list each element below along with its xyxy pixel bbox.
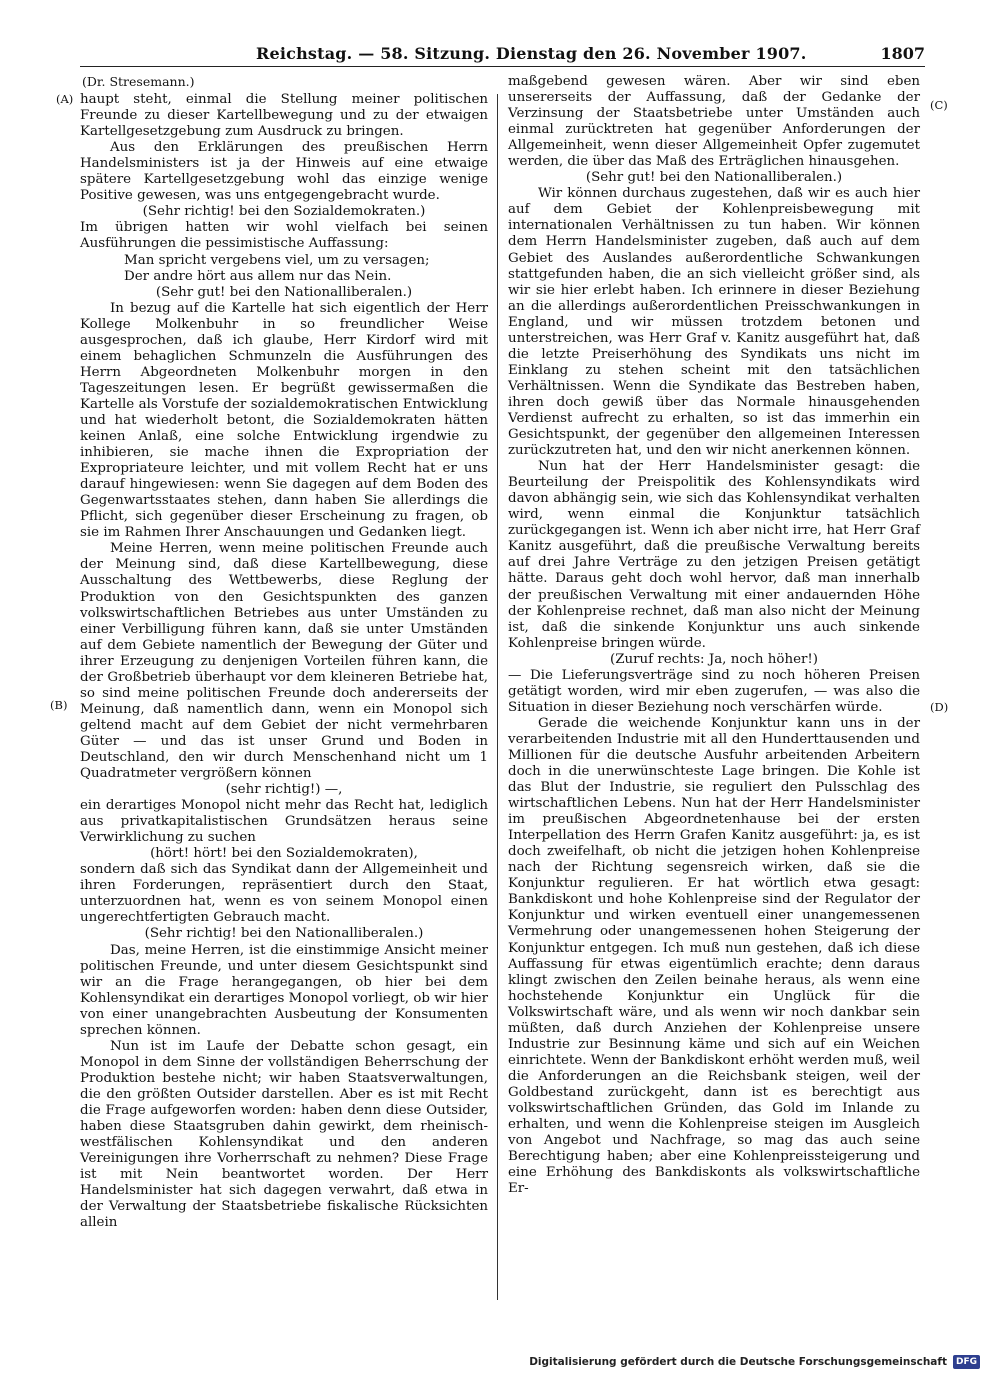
paragraph: In bezug auf die Kartelle hat sich eigentlich der Herr Kollege Molkenbuhr in so freundlicher Weise ausgesprochen, daß ich glaube, Herr Kirdorf wird mit einem behaglichen Schmunzeln die Ausführungen des Herrn Abgeordneten Molkenbuhr morgen in den Tageszeitungen lesen. Er begrüßt gewissermaßen die Kartelle als Vorstufe der sozialdemokratischen Entwicklung und hat wiederholt betont, die Sozialdemokraten hätten keinen Anlaß, eine solche Entwicklung irgendwie zu inhibieren, sie mache ihnen die Expropriation der Expropriateure leichter, und mit vollem Recht hat er uns darauf hingewiesen: wenn Sie dagegen auf dem Boden des Gegenwartsstaates stehen, dann haben Sie allerdings die Pflicht, sich gegenüber dieser Erscheinung zu fragen, ob sie im Rahmen Ihrer Anschauungen und Gedanken liegt. [80,300,488,541]
verse-line: Der andre hört aus allem nur das Nein. [124,268,392,284]
paragraph: — Die Lieferungsverträge sind zu noch höheren Preisen getätigt worden, wird mir eben zugerufen, — was also die Situation in dieser Beziehung noch verschärfen würde. [508,667,920,715]
paragraph: Nun ist im Laufe der Debatte schon gesagt, ein Monopol in dem Sinne der vollständigen Beherrschung der Produktion bestehe nicht; wir haben Staatsverwaltungen, die den größten Outsider darstellen. Aber es ist mit Recht die Frage aufgeworfen worden: haben denn diese Outsider, haben diese Staatsgruben dahin gewirkt, dem rheinisch-westfälischen Kohlensyndikat und den anderen Vereinigungen ihre Vorherrschaft zu nehmen? Diese Frage ist mit Nein beantwortet worden. Der Herr Handelsminister hat sich dagegen verwahrt, daß etwa in der Verwaltung der Staatsbetriebe fiskalische Rücksichten allein [80,1038,488,1231]
paragraph: ein derartiges Monopol nicht mehr das Recht hat, lediglich aus privatkapitalistischen Grundsätzen heraus seine Verwirklichung zu suchen [80,798,488,846]
verse-line: Man spricht vergebens viel, um zu versagen; [124,252,430,268]
margin-mark-b: (B) [50,698,68,712]
interjection: (hört! hört! bei den Sozialdemokraten), [150,846,418,862]
footer-text: Digitalisierung gefördert durch die Deutsche Forschungsgemeinschaft [529,1356,947,1368]
interjection: (Zuruf rechts: Ja, noch höher!) [609,651,819,667]
paragraph: Aus den Erklärungen des preußischen Herrn Handelsministers ist ja der Hinweis auf eine etwaige spätere Kartellgesetzgebung wohl das einzige wenige Positive gewesen, was uns entgegengebracht wurde. [80,140,488,204]
paragraph: Im übrigen hatten wir wohl vielfach bei seinen Ausführungen die pessimistische Auffassung: [80,220,488,252]
page-number: 1807 [880,44,925,63]
speaker-name: (Dr. Stresemann.) [82,74,195,89]
column-divider [497,94,498,1300]
paragraph: haupt steht, einmal die Stellung meiner politischen Freunde zu dieser Kartellbewegung und zu der etwaigen Kartellgesetzgebung zum Ausdruck zu bringen. [80,92,488,140]
interjection: (Sehr gut! bei den Nationalliberalen.) [585,170,843,186]
paragraph: Das, meine Herren, ist die einstimmige Ansicht meiner politischen Freunde, und unter diesem Gesichtspunkt sind wir an die Frage herangegangen, ob hier bei dem Kohlensyndikat ein derartiges Monopol vorliegt, ob wir hier von einer unangebrachten Ausbeutung der Konsumenten sprechen können. [80,942,488,1038]
paragraph: Wir können durchaus zugestehen, daß wir es auch hier auf dem Gebiet der Kohlenpreisbewegung mit internationalen Verhältnissen zu tun haben. Wir können dem Herrn Handelsminister zugeben, daß auch auf dem Gebiet des Auslandes außerordentliche Schwankungen stattgefunden haben, die an sich vielleicht größer sind, als wir sie hier erlebt haben. Ich erinnere in dieser Beziehung an die allerdings außerordentlichen Preisschwankungen in England, und wir müssen trotzdem betonen und unterstreichen, was Herr Graf v. Kanitz ausgeführt hat, daß die letzte Preiserhöhung des Syndikats uns nicht im Einklang zu stehen scheint mit den tatsächlichen Verhältnissen. Wenn die Syndikate das Bestreben haben, ihren doch gewiß über das Normale hinausgehenden Verdienst aufrecht zu erhalten, so ist das immerhin ein Gesichtspunkt, der gegenüber den allgemeinen Interessen zurückzutreten hat, und den wir nicht anerkennen können. [508,186,920,459]
interjection: (sehr richtig!) —, [225,782,343,798]
left-column [80,74,488,1231]
interjection: (Sehr richtig! bei den Sozialdemokraten.) [142,204,426,220]
right-column [508,74,920,1197]
interjection: (Sehr gut! bei den Nationalliberalen.) [155,284,413,300]
interjection: (Sehr richtig! bei den Nationalliberalen.) [144,926,424,942]
paragraph: Gerade die weichende Konjunktur kann uns in der verarbeitenden Industrie mit all den Hunderttausenden und Millionen für die deutsche Ausfuhr arbeitenden Arbeitern doch in die unerwünschteste Lage bringen. Die Kohle ist das Blut der Industrie, sie reguliert den Pulsschlag des wirtschaftlichen Lebens. Nun hat der Herr Handelsminister im preußischen Abgeordnetenhause bei der ersten Interpellation des Herrn Grafen Kanitz ausgeführt: ja, es ist doch zweifelhaft, ob nicht die jetzigen hohen Kohlenpreise nach der Richtung segensreich wirken, daß sie die Konjunktur regulieren. Er hat wörtlich etwa gesagt: Bankdiskont und hohe Kohlenpreise sind der Regulator der Konjunktur und wirken eventuell einer unangemessenen Vermehrung oder unangemessenen hohen Steigerung der Konjunktur entgegen. Ich muß nun gestehen, daß ich diese Auffassung für etwas eigentümlich erachte; denn daraus klingt zwischen den Zeilen beinahe heraus, als wenn eine hochstehende Konjunktur ein Unglück für die Volkswirtschaft wäre, und als wenn wir noch dankbar sein müßten, daß durch Anziehen der Kohlenpreise unsere Industrie zur Besinnung käme und sich auf ein Weichen einrichtete. Wenn der Bankdiskont erhöht werden muß, weil die Anforderungen an die Reichsbank steigen, weil der Goldbestand zurückgeht, dann ist es berechtigt aus volkswirtschaftlichen Gründen, das Gold im Inlande zu erhalten, und wenn die Kohlenpreise steigen im Ausgleich von Angebot und Nachfrage, so mag das auch seine Berechtigung haben; aber eine Kohlenpreissteigerung und eine Erhöhung des Bankdiskonts als volkswirtschaftliche Er- [508,715,920,1197]
dfg-logo: DFG [953,1355,980,1369]
margin-mark-a: (A) [56,92,74,106]
page-header [80,44,925,67]
paragraph: maßgebend gewesen wären. Aber wir sind eben unsererseits der Auffassung, daß der Gedanke der Verzinsung der Staatsbetriebe unter Umständen auch einmal zurücktreten hat gegenüber Anforderungen der Allgemeinheit, wenn dieser Allgemeinheit Opfer zugemutet werden, die über das Maß des Erträglichen hinausgehen. [508,74,920,170]
paragraph: sondern daß sich das Syndikat dann der Allgemeinheit und ihren Forderungen, repräsentiert durch den Staat, unterzuordnen hat, wenn es von seinem Monopol einen ungerechtfertigten Gebrauch macht. [80,862,488,926]
margin-mark-c: (C) [930,98,948,112]
paragraph: Nun hat der Herr Handelsminister gesagt: die Beurteilung der Preispolitik des Kohlensyndikats wird davon abhängig sein, wie sich das Kohlensyndikat verhalten wird, wenn einmal die Konjunktur tatsächlich zurückgegangen ist. Wenn ich aber nicht irre, hat Herr Graf Kanitz ausgeführt, daß die preußische Verwaltung bereits auf drei Jahre Verträge zu den jetzigen Preisen getätigt hätte. Daraus geht doch wohl hervor, daß man innerhalb der preußischen Verwaltung mit einer andauernden Höhe der Kohlenpreise rechnet, daß man also nicht der Meinung ist, daß die sinkende Konjunktur uns auch sinkende Kohlenpreise bringen würde. [508,459,920,651]
margin-mark-d: (D) [930,700,949,714]
header-title: Reichstag. — 58. Sitzung. Dienstag den 26. November 1907. [256,44,807,63]
footer [529,1353,980,1371]
paragraph: Meine Herren, wenn meine politischen Freunde auch der Meinung sind, daß diese Kartellbewegung, diese Ausschaltung des Wettbewerbs, diese Reglung der Produktion von den Gesichtspunkten des ganzen volkswirtschaftlichen Betriebes aus unter Umständen zu einer Verbilligung führen kann, daß sie unter Umständen auf dem Gebiete namentlich der Bewegung der Güter und ihrer Erzeugung zu denjenigen Vorteilen führen kann, die der Großbetrieb überhaupt vor dem kleineren Betriebe hat, so sind meine politischen Freunde doch andererseits der Meinung, daß namentlich dann, wenn ein Monopol sich geltend macht auf dem Gebiet der nicht vermehrbaren Güter — und das ist unser Grund und Boden in Deutschland, den wir durch Menschenhand nicht um 1 Quadratmeter vergrößern können [80,541,488,782]
